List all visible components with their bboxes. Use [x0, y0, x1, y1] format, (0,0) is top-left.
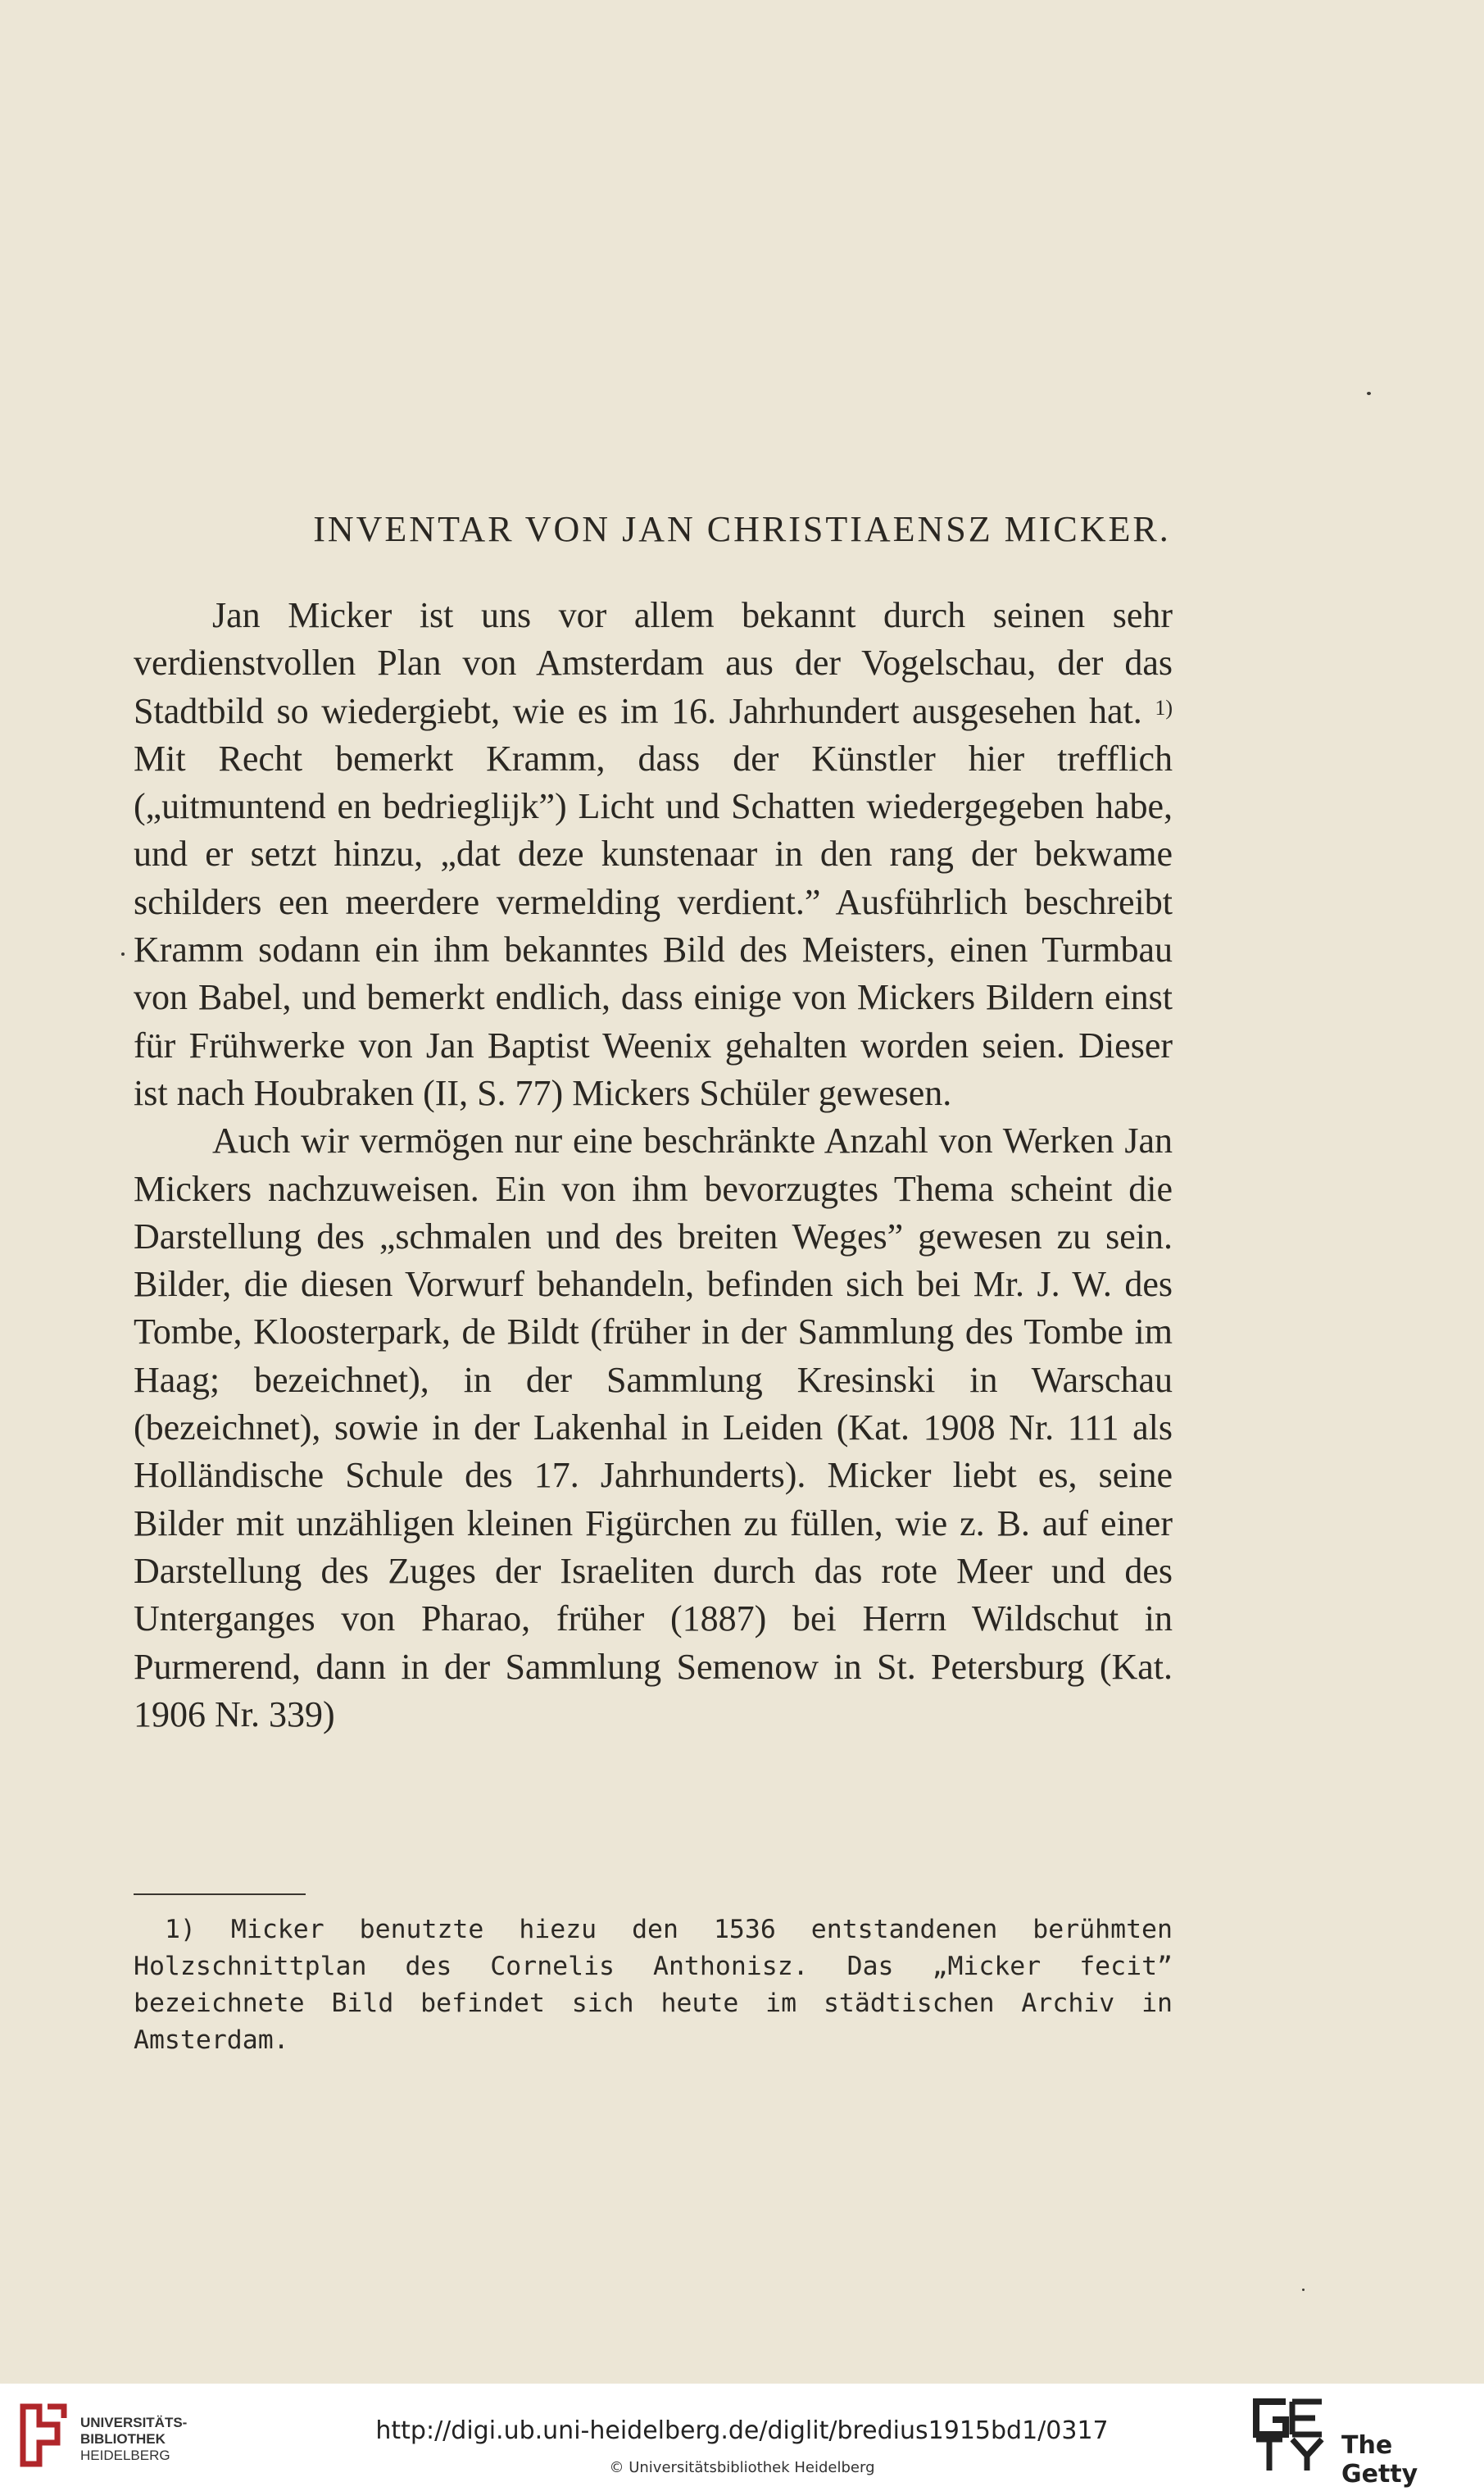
body-text — [134, 592, 1173, 1739]
library-name-line-2: BIBLIOTHEK — [80, 2431, 166, 2447]
paper-speck — [121, 952, 125, 956]
getty-name: The Getty — [1341, 2431, 1418, 2489]
paper-speck — [1367, 392, 1371, 395]
permalink-url[interactable]: http://digi.ub.uni-heidelberg.de/diglit/bredius1915bd1/0317 — [375, 2416, 1109, 2445]
copyright-notice: © Universitätsbibliothek Heidelberg — [609, 2459, 875, 2476]
paragraph-2: Auch wir vermögen nur eine beschränkte Anzahl von Werken Jan Mickers nachzuweisen. Ein von ihm bevorzugtes Thema scheint die Darstellung des „schmalen und des breiten Weges” gewesen zu sein. Bilder, die diesen Vorwurf behandeln, befinden sich bei Mr. J. W. des Tombe, Kloosterpark, de Bildt (früher in der Sammlung des Tombe im Haag; bezeichnet), in der Sammlung Kresinski in Warschau (bezeichnet), sowie in der Lakenhal in Leiden (Kat. 1908 Nr. 111 als Holländische Schule des 17. Jahrhunderts). Micker liebt es, seine Bilder mit unzähligen kleinen Figürchen zu füllen, wie z. B. auf einer Darstellung des Zuges der Israeliten durch das rote Meer und des Unterganges von Pharao, früher (1887) bei Herrn Wildschut in Purmerend, dann in der Sammlung Semenow in St. Petersburg (Kat. 1906 Nr. 339) — [134, 1120, 1173, 1734]
getty-mark-icon — [1250, 2398, 1328, 2474]
paragraph-1-text: Jan Micker ist uns vor allem bekannt durch seinen sehr verdienstvollen Plan von Amsterdam aus der Vogelschau, der das Stadtbild so wiedergiebt, wie es im 16. Jahrhundert ausgesehen hat. — [134, 595, 1173, 731]
footnotes — [134, 1911, 1173, 2059]
library-name-line-1: UNIVERSITÄTS- — [80, 2415, 188, 2430]
paper-speck — [1302, 2289, 1305, 2291]
page-heading: INVENTAR VON JAN CHRISTIAENSZ MICKER. — [313, 509, 1171, 549]
getty-logo[interactable] — [1250, 2398, 1471, 2489]
viewer-footer — [0, 2384, 1484, 2491]
footnote-rule — [134, 1893, 306, 1895]
library-name-line-3: HEIDELBERG — [80, 2448, 170, 2463]
footnote-1: 1) Micker benutzte hiezu den 1536 entstandenen berühmten Holzschnittplan des Cornelis Anthonisz. Das „Micker fecit” bezeichnete Bild befindet sich heute im städtischen Archiv in Amsterdam. — [134, 1915, 1173, 2055]
footnote-reference: 1) — [1155, 695, 1173, 720]
paragraph-1-continued: Mit Recht bemerkt Kramm, dass der Künstler hier trefflich („uitmuntend en bedrieglijk”) Licht und Schatten wiedergegeben habe, und er setzt hinzu, „dat deze kunstenaar in den rang der bekwame schilders een meerdere vermelding verdient.” Ausführlich beschreibt Kramm sodann ein ihm bekanntes Bild des Meisters, einen Turmbau von Babel, und bemerkt endlich, dass einige von Mickers Bildern einst für Frühwerke von Jan Baptist Weenix gehalten worden seien. Dieser ist nach Houbraken (II, S. 77) Mickers Schüler gewesen. — [134, 738, 1173, 1113]
paragraph-1 — [134, 592, 1173, 1117]
